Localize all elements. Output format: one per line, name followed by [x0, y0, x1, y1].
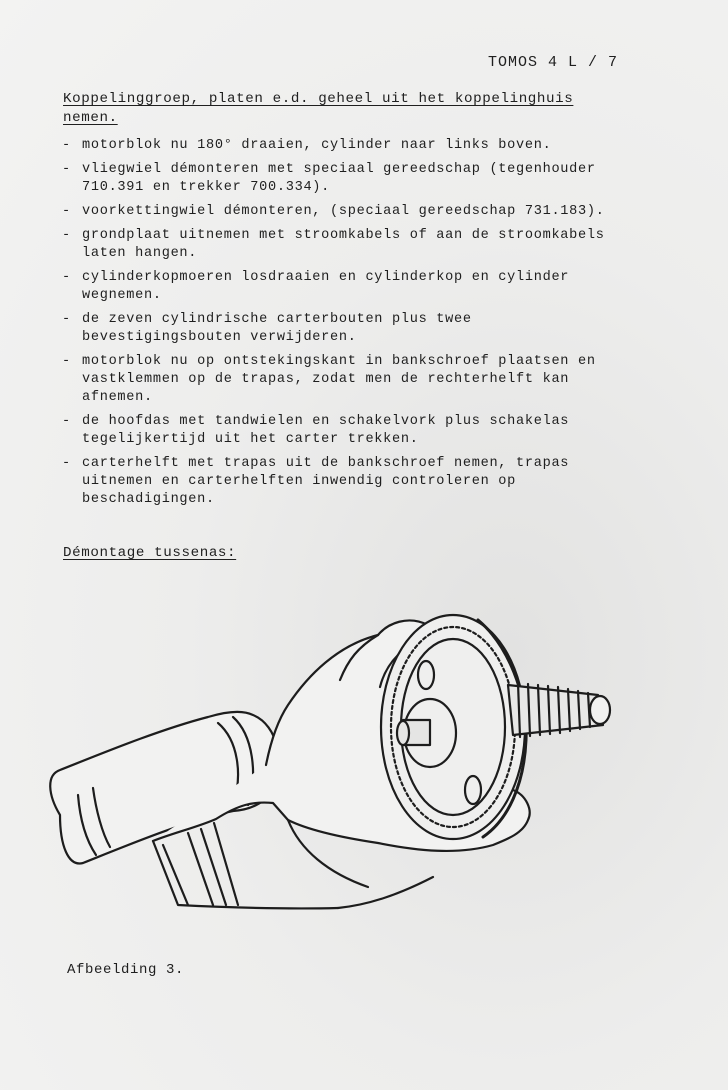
step-item: - motorblok nu op ontstekingskant in bankschroef plaatsen en vastklemmen op de trapas, zodat men de rechterhelft kan afnemen. [62, 354, 596, 405]
step-item: - voorkettingwiel démonteren, (speciaal gereedschap 731.183). [62, 204, 605, 219]
step-item: - de hoofdas met tandwielen en schakelvork plus schakelas tegelijkertijd uit het carter trekken. [62, 414, 570, 447]
step-item: - grondplaat uitnemen met stroomkabels of aan de stroomkabels laten hangen. [62, 228, 605, 261]
step-item: - motorblok nu 180° draaien, cylinder naar links boven. [62, 138, 552, 153]
gear-drawing [381, 615, 526, 839]
step-list [62, 137, 607, 515]
step-item: - vliegwiel démonteren met speciaal gereedschap (tegenhouder 710.391 en trekker 700.334). [62, 162, 596, 195]
section-title-countershaft: Démontage tussenas: [63, 545, 237, 561]
step-item: - carterhelft met trapas uit de bankschroef nemen, trapas uitnemen en carterhelften inwendig controleren op beschadigingen. [62, 456, 570, 507]
section-title-coupling: Koppelinggroep, platen e.d. geheel uit het koppelinghuis nemen. [63, 91, 574, 126]
figure-caption: Afbeelding 3. [67, 962, 185, 978]
step-item: - cylinderkopmoeren losdraaien en cylinderkop en cylinder wegnemen. [62, 270, 570, 303]
page-reference: TOMOS 4 L / 7 [488, 54, 619, 71]
hammer-gear-illustration [38, 605, 628, 925]
shaft-drawing [508, 683, 610, 737]
step-item: - de zeven cylindrische carterbouten plus twee bevestigingsbouten verwijderen. [62, 312, 472, 345]
